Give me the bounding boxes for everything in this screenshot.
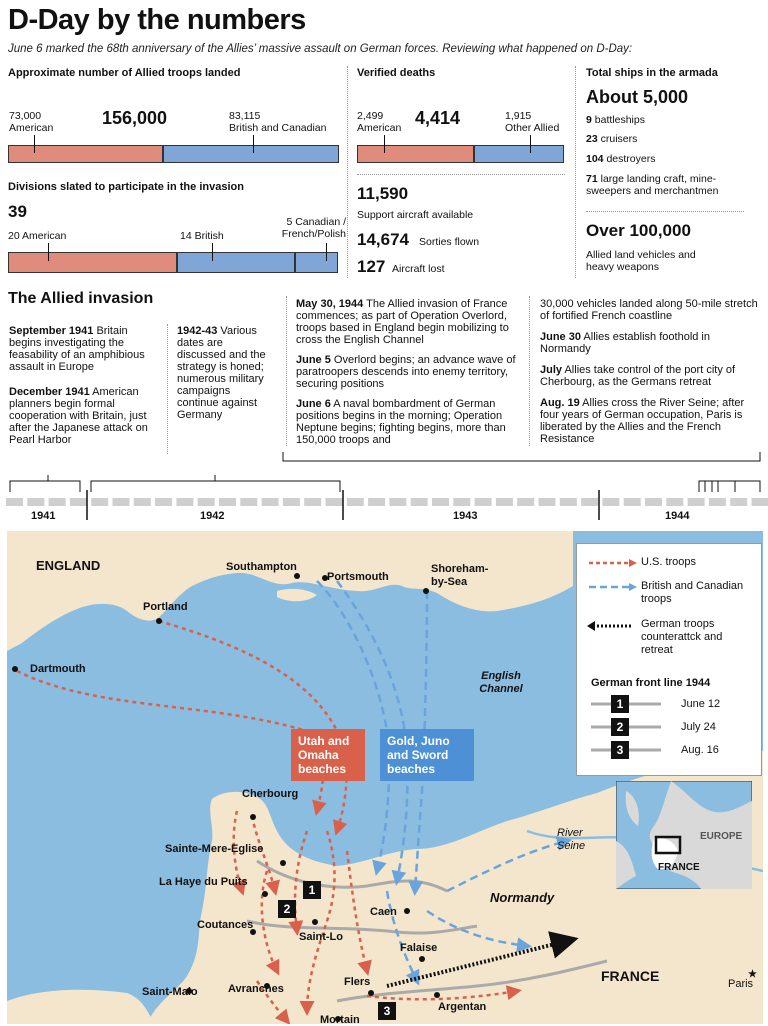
aircraft-lost-value: 127: [357, 257, 385, 277]
map-label-seine: River Seine: [557, 827, 597, 853]
deaths-pointer-american: [384, 135, 385, 153]
legend-front-1-number: 1: [611, 695, 629, 713]
map-label-england: ENGLAND: [36, 558, 100, 573]
legend-front-2-number: 2: [611, 718, 629, 736]
divisions-pointer-canadian: [326, 243, 327, 261]
timeline-year-1943: 1943: [453, 510, 477, 522]
divisions-total: 39: [8, 202, 27, 222]
divisions-bar-canadian: [295, 252, 338, 273]
vehicles-value: Over 100,000: [586, 221, 691, 241]
deaths-heading: Verified deaths: [357, 67, 435, 79]
timeline-event-june6-cont: 30,000 vehicles landed along 50-mile stretch of fortified French coastline: [540, 298, 762, 322]
timeline-month-block: [240, 498, 257, 506]
legend-front-heading: German front line 1944: [591, 677, 710, 690]
legend-us-troops: U.S. troops: [641, 556, 696, 569]
troops-bar-american: [8, 145, 163, 163]
timeline-event-dec1941: December 1941 American planners begin formal cooperation with Britain, just after the Japanese attack on Pearl Harbor: [9, 386, 161, 446]
map-label-flers: Flers: [344, 976, 370, 988]
ships-item: 9 battleships: [586, 114, 645, 126]
map-label-dartmouth: Dartmouth: [30, 663, 86, 675]
timeline-month-block: [730, 498, 747, 506]
timeline-month-block: [496, 498, 513, 506]
timeline-event-aug19: Aug. 19 Allies cross the River Seine; after four years of German occupation, Paris is liberated by the Allies and the French Resistance: [540, 397, 762, 445]
map-label-normandy: Normandy: [490, 890, 554, 905]
troops-pointer-british: [253, 135, 254, 153]
front-line-marker-1: 1: [303, 881, 321, 899]
divisions-heading: Divisions slated to participate in the invasion: [8, 181, 244, 193]
legend-front-3-date: Aug. 16: [681, 744, 719, 757]
timeline-month-block: [389, 498, 406, 506]
inset-label-europe: EUROPE: [700, 831, 742, 842]
timeline-month-block: [262, 498, 279, 506]
deaths-other-value: 1,915: [505, 110, 531, 122]
timeline-heading: The Allied invasion: [8, 290, 153, 308]
troops-british-label: British and Canadian: [229, 122, 326, 134]
timeline-month-block: [49, 498, 66, 506]
troops-total: 156,000: [102, 108, 167, 129]
timeline-month-block: [517, 498, 534, 506]
map-label-france: FRANCE: [601, 968, 659, 984]
timeline-month-block: [475, 498, 492, 506]
map-label-falaise: Falaise: [400, 942, 437, 954]
aircraft-support-label: Support aircraft available: [357, 209, 473, 221]
timeline-month-block: [155, 498, 172, 506]
legend-uk-troops: British and Canadian troops: [641, 580, 751, 606]
ships-item: 71 large landing craft, mine-sweepers and merchantmen: [586, 173, 746, 197]
map-label-avranches: Avranches: [228, 983, 284, 995]
legend-german-troops: German troops counterattck and retreat: [641, 618, 751, 657]
timeline-month-block: [27, 498, 44, 506]
map-label-portsmouth: Portsmouth: [327, 571, 389, 583]
map-label-coutances: Coutances: [197, 919, 253, 931]
divisions-pointer-british: [212, 243, 213, 261]
timeline-month-block: [411, 498, 428, 506]
map-label-portland: Portland: [143, 601, 188, 613]
timeline-month-block: [624, 498, 641, 506]
timeline-axis: [0, 440, 768, 522]
map-legend: [576, 543, 762, 776]
deaths-pointer-other: [530, 135, 531, 153]
deaths-american-value: 2,499: [357, 110, 383, 122]
troops-heading: Approximate number of Allied troops landed: [8, 67, 240, 79]
map-label-saintmalo: Saint-Malo: [142, 986, 198, 998]
timeline-month-block: [219, 498, 236, 506]
timeline-month-block: [368, 498, 385, 506]
timeline-month-block: [688, 498, 705, 506]
aircraft-sorties-label: Sorties flown: [419, 236, 479, 248]
ships-item: 104 destroyers: [586, 153, 655, 165]
map-label-paris: Paris: [728, 978, 753, 990]
timeline-month-block: [113, 498, 130, 506]
map-label-caen: Caen: [370, 906, 397, 918]
front-line-marker-2: 2: [278, 900, 296, 918]
deaths-american-label: American: [357, 122, 401, 134]
divisions-canadian: 5 Canadian / French/Polish: [266, 216, 346, 240]
us-beaches-label: Utah and Omaha beaches: [291, 729, 365, 781]
page-title: D-Day by the numbers: [8, 4, 306, 37]
timeline-event-july: July Allies take control of the port city of Cherbourg, as the Germans retreat: [540, 364, 762, 388]
timeline-month-block: [432, 498, 449, 506]
map-label-southampton: Southampton: [226, 561, 297, 573]
timeline-month-block: [347, 498, 364, 506]
map-label-mortain: Mortain: [320, 1014, 360, 1026]
troops-american-value: 73,000: [9, 110, 41, 122]
front-line-marker-3: 3: [378, 1002, 396, 1020]
page-subtitle: June 6 marked the 68th anniversary of the Allies’ massive assault on German forces. Reviewing what happened on D-Day:: [8, 43, 632, 55]
deaths-bar-american: [357, 145, 474, 163]
legend-front-2-date: July 24: [681, 721, 716, 734]
map-label-saintlo: Saint-Lo: [299, 931, 343, 943]
troops-british-value: 83,115: [229, 110, 260, 122]
timeline-month-block: [70, 498, 87, 506]
timeline-event-june30: June 30 Allies establish foothold in Normandy: [540, 331, 762, 355]
aircraft-support-value: 11,590: [357, 184, 408, 204]
troops-bar-british: [163, 145, 339, 163]
timeline-month-block: [645, 498, 662, 506]
aircraft-lost-label: Aircraft lost: [392, 263, 445, 275]
vehicles-label: Allied land vehicles and heavy weapons: [586, 249, 706, 273]
timeline-month-block: [176, 498, 193, 506]
timeline-event-sep1941: September 1941 Britain begins investigating the feasability of an amphibious assault in Europe: [9, 325, 161, 373]
timeline-event-may30: May 30, 1944 The Allied invasion of France commences; as part of Operation Overlord, troops based in England begin mobilizing to cross the English Channel: [296, 298, 520, 346]
paris-star-icon: ★: [748, 969, 757, 980]
legend-front-3-number: 3: [611, 741, 629, 759]
ships-item: 23 cruisers: [586, 133, 637, 145]
timeline-year-1942: 1942: [200, 510, 224, 522]
map-label-argentan: Argentan: [438, 1001, 486, 1013]
deaths-other-label: Other Allied: [505, 122, 559, 134]
inset-label-france: FRANCE: [658, 862, 700, 873]
timeline-month-block: [304, 498, 321, 506]
divisions-american: 20 American: [8, 230, 66, 242]
timeline-month-block: [134, 498, 151, 506]
divisions-pointer-american: [48, 243, 49, 261]
timeline-month-block: [283, 498, 300, 506]
timeline-month-block: [539, 498, 556, 506]
timeline-month-block: [666, 498, 683, 506]
timeline-month-block: [560, 498, 577, 506]
divisions-bar-american: [8, 252, 177, 273]
aircraft-sorties-value: 14,674: [357, 230, 409, 250]
troops-pointer-american: [34, 135, 35, 153]
deaths-bar-other: [474, 145, 564, 163]
timeline-month-block: [581, 498, 598, 506]
deaths-total: 4,414: [415, 108, 460, 129]
map-label-sainte-mere: Sainte-Mere-Eglise: [165, 843, 263, 855]
timeline-month-block: [91, 498, 108, 506]
timeline-month-block: [326, 498, 343, 506]
timeline-year-1944: 1944: [665, 510, 689, 522]
troops-american-label: American: [9, 122, 53, 134]
timeline-month-block: [602, 498, 619, 506]
timeline-month-block: [709, 498, 726, 506]
ships-heading: Total ships in the armada: [586, 67, 718, 79]
uk-beaches-label: Gold, Juno and Sword beaches: [380, 729, 474, 781]
map-label-shoreham: Shoreham-by-Sea: [431, 563, 501, 589]
timeline-month-block: [6, 498, 23, 506]
timeline-year-1941: 1941: [31, 510, 55, 522]
map-label-lahaye: La Haye du Puits: [159, 876, 248, 888]
ships-total: About 5,000: [586, 87, 688, 108]
map-label-cherbourg: Cherbourg: [242, 788, 298, 800]
timeline-event-1942-43: 1942-43 Various dates are discussed and the strategy is honed; numerous military campaigns continue against Germany: [177, 325, 269, 421]
divisions-british: 14 British: [180, 230, 224, 242]
timeline-event-june5: June 5 Overlord begins; an advance wave of paratroopers descends into enemy territory, securing positions: [296, 354, 520, 390]
timeline-event-june6: June 6 A naval bombardment of German positions begins in the morning; Operation Neptune begins; fighting begins, more than 150,000 troops and: [296, 398, 520, 446]
timeline-month-block: [453, 498, 470, 506]
map-label-channel: English Channel: [472, 670, 530, 696]
divisions-bar-british: [177, 252, 295, 273]
legend-front-1-date: June 12: [681, 698, 720, 711]
timeline-month-block: [198, 498, 215, 506]
timeline-month-block: [752, 498, 768, 506]
